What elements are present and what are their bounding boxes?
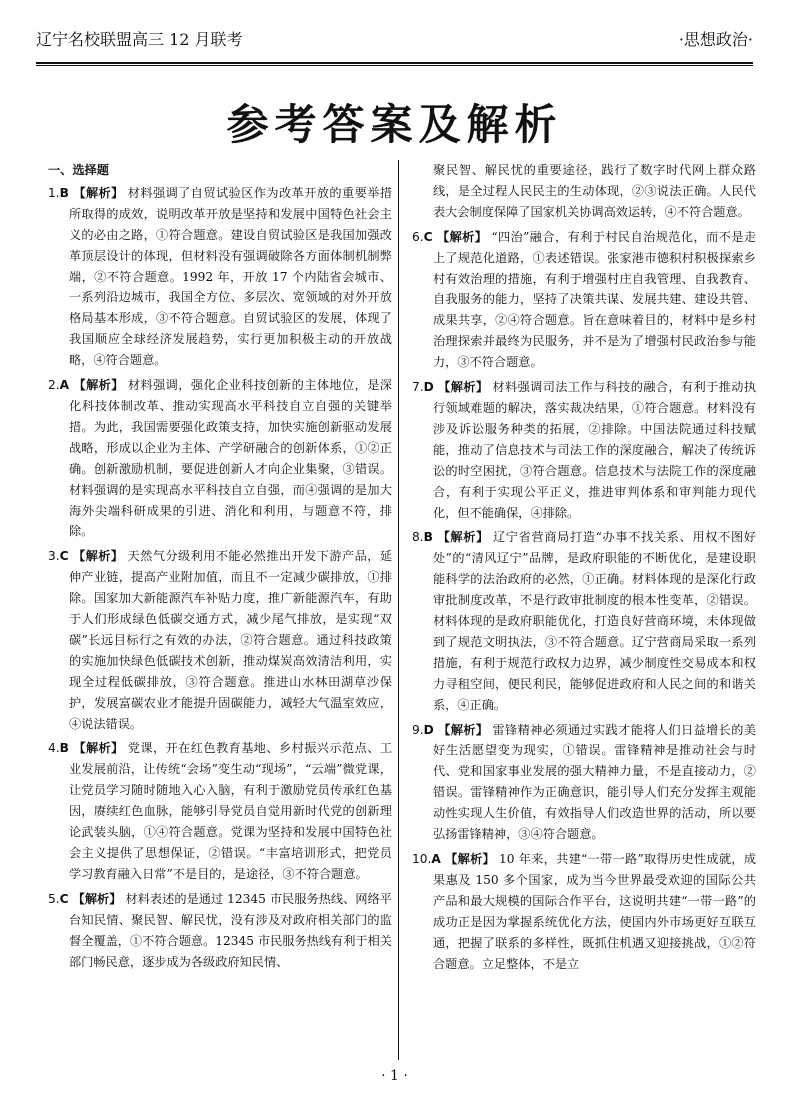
answer-item: 8.B 【解析】 辽宁省营商局打造“办事不找关系、用权不图好处”的“清风辽宁”品牌，是政府职能的不断优化，是建设职能科学的法治政府的必然，①正确。材料体现的是深化行政审批制度改革，不是行政审批制度的根本性变革，②错误。材料体现的是政府职能优化，打造良好营商环境，未体现做到了规范文明执法，③不符合题意。辽宁营商局采取一系列措施，有利于规范行政权力边界，减少制度性交易成本和权力寻租空间，便民利民，能够促进政府和人民之间的和谐关系，④正确。 xyxy=(412,530,756,712)
answer-item: 5.C 【解析】 材料表述的是通过 12345 市民服务热线、网络平台知民情、聚民智、解民忧，没有涉及对政府相关部门的监督全覆盖，①不符合题意。12345 市民服务热线有利于相关部门畅民意，逐步成为各级政府知民情、 xyxy=(48,891,392,969)
header-rule xyxy=(36,62,753,64)
section-heading: 一、选择题 xyxy=(48,163,109,177)
answer-item: 6.C 【解析】 “四治”融合，有利于村民自治规范化，而不是走上了规范化道路，①表述错误。张家港市德积村积极探索乡村有效治理的措施，有利于增强村庄自我管理、自我教育、自我服务的能力，坚持了决策共谋、发展共建、建设共管、成果共享，②④符合题意。旨在意味着目的，材料中是乡村治理探索并最终为民服务，并不是为了增强村民政治参与能力，③不符合题意。 xyxy=(412,229,757,370)
answer-item: 1.B 【解析】 材料强调了自贸试验区作为改革开放的重要举措所取得的成效，说明改革开放是坚持和发展中国特色社会主义的必由之路，①符合题意。建设自贸试验区是我国加强改革顶层设计的体现，但材料没有强调破除各方面体制机制弊端，②不符合题意。1992 年，开放 17 个内陆省会城市、一系列沿边城市，我国全方位、多层次、宽领域的对外开放格局基本形成，③不符合题意。自贸试验区的发展，体现了我国顺应全球经济发展趋势，实行更加积极主动的开放战略，④符合题意。 xyxy=(48,185,393,368)
page-number: · 1 · xyxy=(381,1068,408,1084)
answer-item: 10.A 【解析】 10 年来，共建“一带一路”取得历史性成就，成果惠及 150 多个国家，成为当今世界最受欢迎的国际公共产品和最大规模的国际合作平台，这说明共建“一带一路”的成功正是因为掌握系统优化方法，使国内外市场更好互联互通，把握了联系的多样性，既抓住机遇又迎接挑战，①②符合题意。立足整体，不是立 xyxy=(412,852,757,971)
header-exam-name: 辽宁名校联盟高三 12 月联考 xyxy=(36,30,243,49)
page-title: 参考答案及解析 xyxy=(226,100,563,149)
left-column xyxy=(48,160,392,976)
answer-item: 7.D 【解析】 材料强调司法工作与科技的融合，有利于推动执行领域难题的解决，落实裁决结果，①符合题意。材料没有涉及诉讼服务种类的拓展，②排除。中国法院通过科技赋能，推动了信息技术与司法工作的深度融合，解决了传统诉讼的时空困扰，③符合题意。信息技术与法院工作的深度融合，有利于实现公平正义，推进审判体系和审判能力现代化，但不能确保，④排除。 xyxy=(412,380,757,520)
header-subject: ·思想政治· xyxy=(678,30,753,49)
column-divider xyxy=(398,160,399,1060)
page-header xyxy=(36,24,753,50)
answer-item: 9.D 【解析】 雷锋精神必须通过实践才能将人们日益增长的美好生活愿望变为现实，①错误。雷锋精神是推动社会与时代、党和国家事业发展的强大精神力量，不是直接动力，②错误。雷锋精神作为正确意识，能引导人们充分发挥主观能动性实现人生价值，有效指导人们改造世界的活动，所以要弘扬雷锋精神，③④符合题意。 xyxy=(412,722,757,842)
answer-item: 4.B 【解析】 党课，开在红色教育基地、乡村振兴示范点、工业发展前沿，让传统“会场”变生动“现场”，“云端”微党课，让党员学习随时随地入心入脑，有利于激励党员传承红色基因，赓续红色血脉，能够引导党员自觉用新时代党的创新理论武装头脑，①④符合题意。党课为坚持和发展中国特色社会主义提供了思想保证，②错误。“丰富培训形式，把党员学习教育融入日常”不是目的，是途径，③不符合题意。 xyxy=(48,741,393,881)
answer-item-continued: 聚民智、解民忧的重要途径，践行了数字时代网上群众路线，是全过程人民民主的生动体现，②③说法正确。人民代表大会制度保障了国家机关协调高效运转，④不符合题意。 xyxy=(433,163,756,219)
answer-item: 3.C 【解析】 天然气分级利用不能必然推出开发下游产品，延伸产业链，提高产业附加值，而且不一定减少碳排放，①排除。国家加大新能源汽车补贴力度，推广新能源汽车，有助于人们形成绿色低碳交通方式，减少尾气排放，是实现“双碳”长远目标行之有效的办法，②符合题意。通过科技政策的实施加快绿色低碳技术创新，推动煤炭高效清洁利用，实现全过程低碳排放，③符合题意。推进山水林田湖草沙保护，发展富碳农业才能提升固碳能力，减轻大气温室效应，④说法错误。 xyxy=(48,549,393,731)
answer-item: 2.A 【解析】 材料强调，强化企业科技创新的主体地位，是深化科技体制改革、推动实现高水平科技自立自强的关键举措。为此，我国需要强化政策支持，加快实施创新驱动发展战略，形成以企业为主体、产学研融合的创新体系，①②正确。创新激励机制，要促进创新人才向企业集聚，③错误。材料强调的是实现高水平科技自立自强，而④强调的是加大海外尖端科研成果的引进、消化和利用，与题意不符，排除。 xyxy=(48,378,392,539)
header-rule-thin xyxy=(36,65,753,66)
right-column xyxy=(412,160,756,978)
